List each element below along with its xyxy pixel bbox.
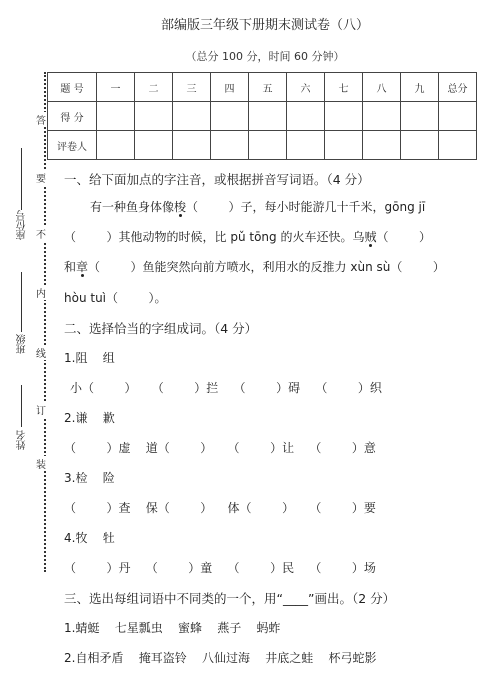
grader-cell[interactable] [363, 131, 401, 160]
score-cell[interactable] [287, 102, 325, 131]
s2-group-3-row: （ ）查 保（ ） 体（ ） （ ）要 [64, 501, 376, 515]
score-cell[interactable] [439, 102, 477, 131]
s2-group-1-title: 1.阻 组 [64, 351, 115, 365]
s1-line-1 [90, 198, 425, 215]
grader-cell[interactable] [97, 131, 135, 160]
s2-group-2-row: （ ）虚 道（ ） （ ）让 （ ）意 [64, 441, 376, 455]
grader-cell[interactable] [173, 131, 211, 160]
score-cell[interactable] [211, 102, 249, 131]
table-header-cell: 题 号 [48, 73, 97, 102]
name-label: 姓名 [17, 430, 28, 450]
text: （ ）其他动物的时候，比 pǔ tōng 的火车还快。乌 [64, 230, 365, 244]
name-underline [21, 385, 22, 427]
page-title: 部编版三年级下册期末测试卷（八） [160, 18, 369, 33]
table-header-cell: 六 [287, 73, 325, 102]
dotted-char: 梭 [174, 200, 187, 214]
table-row-label: 评卷人 [48, 131, 97, 160]
table-row [48, 73, 477, 102]
table-header-cell: 四 [211, 73, 249, 102]
dotted-char: 章 [76, 260, 89, 274]
s1-line-3 [64, 258, 445, 275]
table-header-cell: 八 [363, 73, 401, 102]
grader-cell[interactable] [211, 131, 249, 160]
text: （ ） [376, 230, 431, 244]
score-cell[interactable] [363, 102, 401, 131]
seat-number-label: 座位号 [17, 210, 28, 240]
text: 有一种鱼身体像 [90, 200, 175, 214]
seal-char: 内 [36, 285, 46, 300]
s2-group-1-row: 小（ ） （ ）拦 （ ）碍 （ ）织 [70, 381, 382, 395]
s2-group-4-title: 4.牧 牡 [64, 531, 115, 545]
s2-group-2-title: 2.谦 歉 [64, 411, 115, 425]
table-row [48, 131, 477, 160]
seat-number-underline [21, 148, 22, 210]
score-cell[interactable] [135, 102, 173, 131]
seal-char: 要 [36, 170, 46, 185]
table-header-cell: 九 [401, 73, 439, 102]
s3-line-1: 1.蜻蜓 七星瓢虫 蜜蜂 燕子 蚂蚱 [64, 621, 281, 635]
section-3-heading: 三、选出每组词语中不同类的一个，用“____”画出。（2 分） [64, 591, 396, 606]
text: 和 [64, 260, 77, 274]
seal-char: 装 [36, 456, 46, 471]
score-cell[interactable] [325, 102, 363, 131]
binding-dotted-line [44, 72, 46, 572]
s2-group-4-row: （ ）丹 （ ）童 （ ）民 （ ）场 [64, 561, 376, 575]
score-table [47, 72, 477, 160]
grader-cell[interactable] [439, 131, 477, 160]
grader-cell[interactable] [249, 131, 287, 160]
seal-char: 订 [36, 402, 46, 417]
s1-line-4: hòu tuì（ ）。 [64, 291, 167, 305]
table-header-cell: 总分 [439, 73, 477, 102]
s2-group-3-title: 3.检 险 [64, 471, 115, 485]
seal-char: 线 [36, 345, 46, 360]
table-row [48, 102, 477, 131]
dotted-char: 贼 [364, 230, 377, 244]
section-1-heading: 一、给下面加点的字注音，或根据拼音写词语。（4 分） [64, 172, 370, 187]
class-label: 班级 [17, 334, 28, 354]
text: （ ）子，每小时能游几十千米，gōng jī [186, 200, 426, 214]
table-header-cell: 一 [97, 73, 135, 102]
table-header-cell: 七 [325, 73, 363, 102]
grader-cell[interactable] [287, 131, 325, 160]
table-header-cell: 五 [249, 73, 287, 102]
table-header-cell: 二 [135, 73, 173, 102]
score-cell[interactable] [173, 102, 211, 131]
score-cell[interactable] [97, 102, 135, 131]
s1-line-2 [64, 228, 431, 245]
table-header-cell: 三 [173, 73, 211, 102]
seal-char: 不 [36, 226, 46, 241]
grader-cell[interactable] [325, 131, 363, 160]
seal-char: 答 [36, 112, 46, 127]
s3-line-2: 2.自相矛盾 掩耳盗铃 八仙过海 井底之蛙 杯弓蛇影 [64, 651, 377, 665]
grader-cell[interactable] [135, 131, 173, 160]
class-underline [21, 272, 22, 332]
section-2-heading: 二、选择恰当的字组成词。（4 分） [64, 321, 258, 336]
score-cell[interactable] [401, 102, 439, 131]
grader-cell[interactable] [401, 131, 439, 160]
score-cell[interactable] [249, 102, 287, 131]
page-subtitle: （总分 100 分，时间 60 分钟） [185, 50, 345, 63]
text: （ ）鱼能突然向前方喷水，利用水的反推力 xùn sù（ ） [88, 260, 445, 274]
table-row-label: 得 分 [48, 102, 97, 131]
